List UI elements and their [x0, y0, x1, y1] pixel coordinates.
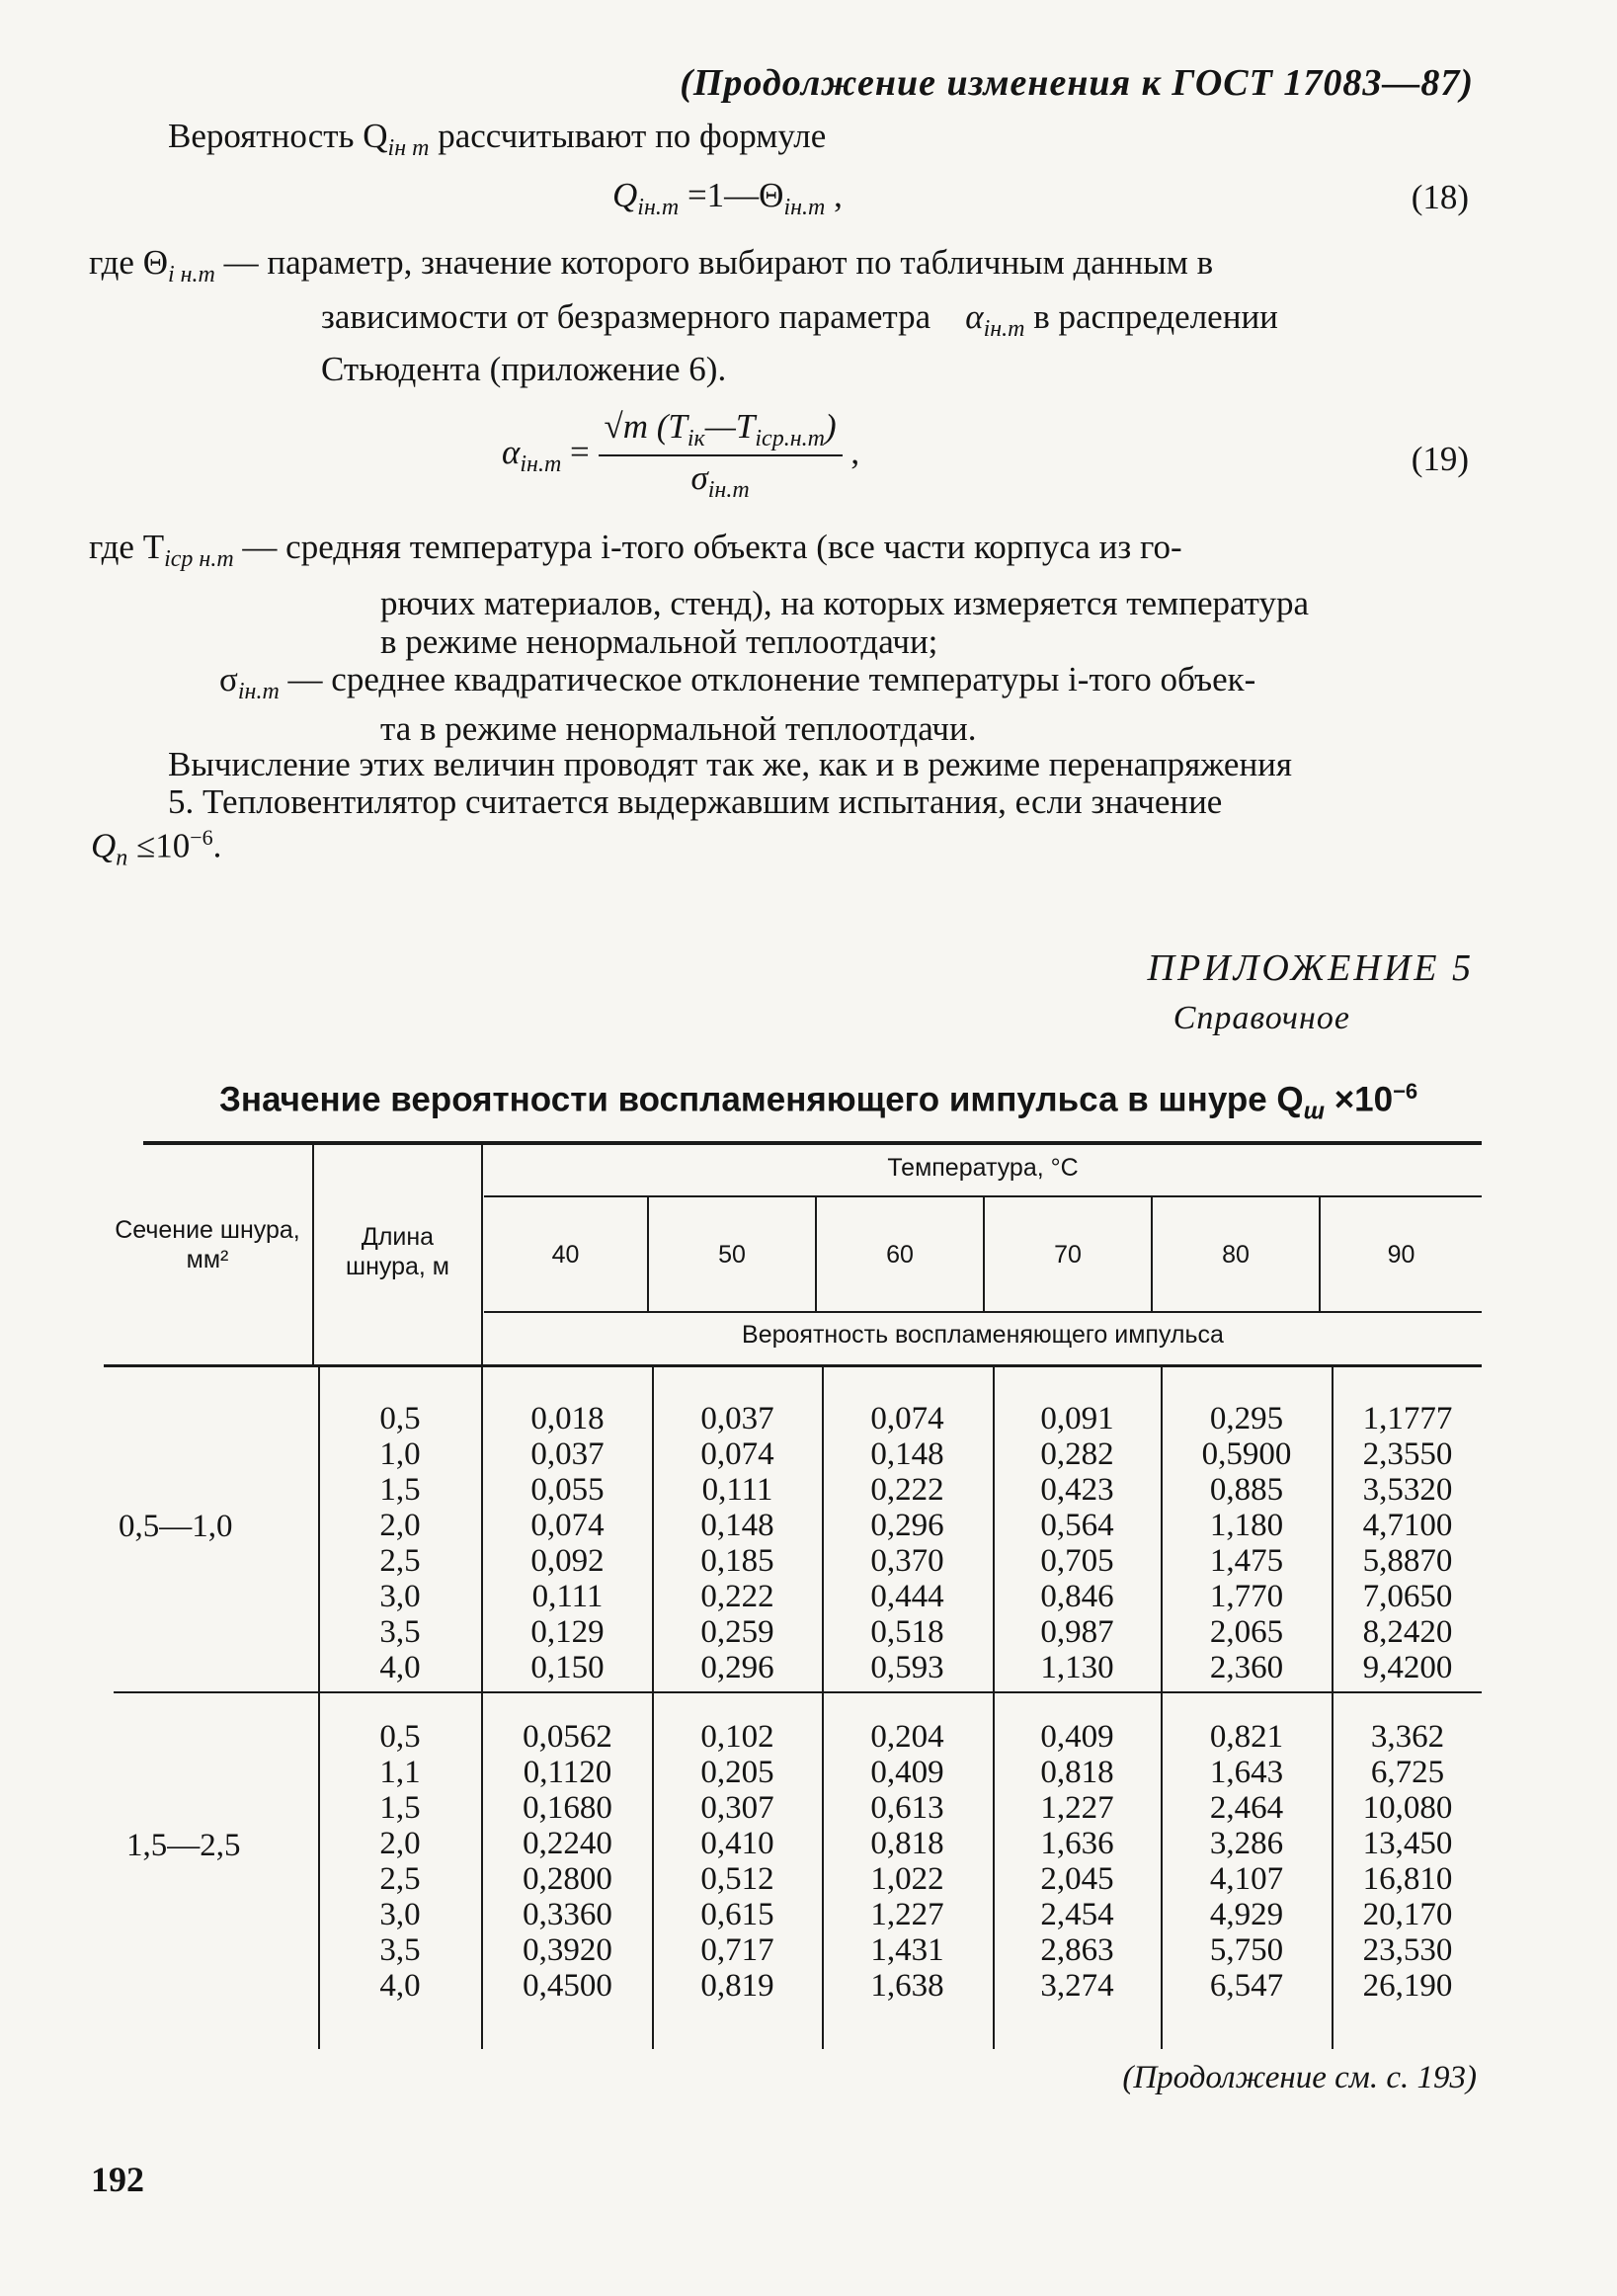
header-temp-40: 40: [551, 1241, 580, 1269]
value-cell: 0,282: [1040, 1436, 1114, 1472]
value-cell: 0,818: [870, 1826, 944, 1861]
value-cell: 0,409: [1040, 1719, 1114, 1755]
intro-sub: iн т: [387, 135, 430, 161]
header-temp-90: 90: [1387, 1241, 1415, 1269]
value-cell: 0,1120: [523, 1755, 612, 1790]
value-cell: 0,018: [530, 1401, 605, 1436]
value-cell: 0,222: [700, 1579, 774, 1614]
table-vrule-b6: [1161, 1367, 1163, 2049]
value-cell: 0,148: [870, 1436, 944, 1472]
eq-number-18: (18): [1411, 178, 1469, 216]
value-cell: 0,037: [700, 1401, 774, 1436]
value-cell: 0,410: [700, 1826, 774, 1861]
value-cell: 23,530: [1362, 1932, 1453, 1968]
value-cell: 0,512: [700, 1861, 774, 1897]
value-cell: 0,037: [530, 1436, 605, 1472]
where-t-line3: в режиме ненормальной теплоотдачи;: [380, 622, 938, 661]
group-1-col-40: [486, 1401, 649, 1685]
value-cell: 1,227: [1040, 1790, 1114, 1826]
formula-19-fraction: $\frac{√m (T_{iк}—T_{iср.н.т})}{\sigma_{iн.т}}$: [599, 407, 843, 504]
value-cell: 2,360: [1209, 1650, 1284, 1685]
value-cell: 0,564: [1040, 1508, 1114, 1543]
value-cell: 0,987: [1040, 1614, 1114, 1650]
value-cell: 9,4200: [1362, 1650, 1453, 1685]
header-temperature: Температура, °C: [887, 1154, 1079, 1182]
table-rule-prob: [484, 1311, 1482, 1313]
where-theta: где $\Theta_{i н.т}$ — параметр, значение которого выбирают по табличным данным в: [89, 243, 1214, 287]
value-cell: 1,180: [1209, 1508, 1284, 1543]
formula-19: $\alpha_{iн.т}$ = $\frac{√m (T_{iк}—T_{iср.н.т})}{\sigma_{iн.т}}$ ,: [502, 407, 860, 503]
value-cell: 7,0650: [1362, 1579, 1453, 1614]
group-section-2: 1,5—2,5: [126, 1828, 241, 1863]
value-cell: 0,204: [870, 1719, 944, 1755]
group-2-col-50: [656, 1719, 819, 2004]
value-cell: 0,717: [700, 1932, 774, 1968]
length-cell: 4,0: [379, 1650, 421, 1685]
value-cell: 13,450: [1362, 1826, 1453, 1861]
paragraph-5: 5. Тепловентилятор считается выдержавшим испытания, если значение: [168, 782, 1223, 821]
group-2-lengths: [326, 1719, 474, 2004]
value-cell: 0,409: [870, 1755, 944, 1790]
value-cell: 1,1777: [1362, 1401, 1453, 1436]
value-cell: 2,464: [1209, 1790, 1284, 1826]
continuation-note: (Продолжение см. с. 193): [1122, 2060, 1477, 2095]
value-cell: 1,770: [1209, 1579, 1284, 1614]
value-cell: 0,518: [870, 1614, 944, 1650]
value-cell: 0,205: [700, 1755, 774, 1790]
length-cell: 0,5: [379, 1719, 421, 1755]
value-cell: 0,296: [870, 1508, 944, 1543]
value-cell: 0,615: [700, 1897, 774, 1932]
value-cell: 0,705: [1040, 1543, 1114, 1579]
value-cell: 1,636: [1040, 1826, 1114, 1861]
table-vrule-b2: [481, 1367, 483, 2049]
value-cell: 10,080: [1362, 1790, 1453, 1826]
header-temp-70: 70: [1054, 1241, 1082, 1269]
value-cell: 3,274: [1040, 1968, 1114, 2004]
value-cell: 0,846: [1040, 1579, 1114, 1614]
table-title: Значение вероятности воспламеняющего импульса в шнуре $Q_ш \times 10^{-6}$: [219, 1079, 1418, 1125]
value-cell: 0,295: [1209, 1401, 1284, 1436]
value-cell: 0,818: [1040, 1755, 1114, 1790]
value-cell: 0,444: [870, 1579, 944, 1614]
value-cell: 0,111: [531, 1579, 604, 1614]
value-cell: 2,3550: [1362, 1436, 1453, 1472]
value-cell: 4,7100: [1362, 1508, 1453, 1543]
value-cell: 4,929: [1209, 1897, 1284, 1932]
length-cell: 0,5: [379, 1401, 421, 1436]
value-cell: 0,423: [1040, 1472, 1114, 1508]
group-1-col-80: [1164, 1401, 1330, 1685]
group-2-col-80: [1164, 1719, 1330, 2004]
value-cell: 1,638: [870, 1968, 944, 2004]
value-cell: 0,821: [1209, 1719, 1284, 1755]
value-cell: 2,454: [1040, 1897, 1114, 1932]
intro-text: Вероятность Q: [168, 117, 388, 155]
value-cell: 5,8870: [1362, 1543, 1453, 1579]
table-vrule-b1: [318, 1367, 320, 2049]
value-cell: 2,065: [1209, 1614, 1284, 1650]
value-cell: 1,643: [1209, 1755, 1284, 1790]
value-cell: 3,286: [1209, 1826, 1284, 1861]
value-cell: 0,0562: [523, 1719, 612, 1755]
value-cell: 0,074: [870, 1401, 944, 1436]
value-cell: 0,370: [870, 1543, 944, 1579]
value-cell: 0,150: [530, 1650, 605, 1685]
header-probability: Вероятность воспламеняющего импульса: [742, 1321, 1224, 1349]
value-cell: 26,190: [1362, 1968, 1453, 2004]
length-cell: 1,5: [379, 1472, 421, 1508]
intro-rest: рассчитывают по формуле: [438, 117, 827, 155]
value-cell: 3,5320: [1362, 1472, 1453, 1508]
page-header: (Продолжение изменения к ГОСТ 17083—87): [680, 62, 1474, 104]
length-cell: 3,0: [379, 1579, 421, 1614]
group-2-col-90: [1334, 1719, 1482, 2004]
group-2-col-40: [486, 1719, 649, 2004]
header-temp-60: 60: [886, 1241, 914, 1269]
group-section-1: 0,5—1,0: [119, 1509, 233, 1544]
length-cell: 3,5: [379, 1932, 421, 1968]
where-t: где $T_{iср н.т}$ — средняя температура i-того объекта (все части корпуса из го-: [89, 528, 1182, 572]
length-cell: 2,5: [379, 1861, 421, 1897]
value-cell: 6,725: [1370, 1755, 1445, 1790]
value-cell: 1,227: [870, 1897, 944, 1932]
group-1-col-60: [826, 1401, 989, 1685]
value-cell: 1,022: [870, 1861, 944, 1897]
value-cell: 0,2800: [523, 1861, 612, 1897]
length-cell: 2,0: [379, 1508, 421, 1543]
value-cell: 0,055: [530, 1472, 605, 1508]
value-cell: 0,5900: [1201, 1436, 1292, 1472]
paragraph-calc: Вычисление этих величин проводят так же, как и в режиме перенапряжения: [168, 745, 1293, 783]
length-cell: 3,0: [379, 1897, 421, 1932]
where-theta-line3: Стьюдента (приложение 6).: [321, 350, 727, 388]
table-vrule-b4: [822, 1367, 824, 2049]
value-cell: 0,819: [700, 1968, 774, 2004]
table-top-rule: [143, 1141, 1482, 1145]
value-cell: 0,091: [1040, 1401, 1114, 1436]
eq-number-19: (19): [1411, 440, 1469, 478]
header-temp-50: 50: [718, 1241, 746, 1269]
table-vrule-b3: [652, 1367, 654, 2049]
group-2-col-60: [826, 1719, 989, 2004]
value-cell: 5,750: [1209, 1932, 1284, 1968]
group-1-col-50: [656, 1401, 819, 1685]
value-cell: 2,863: [1040, 1932, 1114, 1968]
value-cell: 1,130: [1040, 1650, 1114, 1685]
value-cell: 0,885: [1209, 1472, 1284, 1508]
value-cell: 1,475: [1209, 1543, 1284, 1579]
length-cell: 4,0: [379, 1968, 421, 2004]
group-1-lengths: [326, 1401, 474, 1685]
value-cell: 0,3360: [523, 1897, 612, 1932]
length-cell: 1,0: [379, 1436, 421, 1472]
header-length: Длина шнура, м: [346, 1223, 449, 1280]
paragraph-5-end: $Q_п \le 10^{-6}$.: [91, 825, 222, 871]
value-cell: 0,593: [870, 1650, 944, 1685]
value-cell: 0,222: [870, 1472, 944, 1508]
value-cell: 1,431: [870, 1932, 944, 1968]
header-temp-80: 80: [1222, 1241, 1250, 1269]
table-vrule-b5: [993, 1367, 995, 2049]
formula-18: $Q_{iн.т}$ $=1—\Theta_{iн.т}$ ,: [612, 176, 843, 220]
value-cell: 0,296: [700, 1650, 774, 1685]
value-cell: 8,2420: [1362, 1614, 1453, 1650]
length-cell: 2,0: [379, 1826, 421, 1861]
value-cell: 0,613: [870, 1790, 944, 1826]
value-cell: 0,102: [700, 1719, 774, 1755]
value-cell: 6,547: [1209, 1968, 1284, 2004]
value-cell: 20,170: [1362, 1897, 1453, 1932]
table-vrule-1: [312, 1145, 314, 1364]
value-cell: 0,2240: [523, 1826, 612, 1861]
length-cell: 2,5: [379, 1543, 421, 1579]
group-2-col-70: [996, 1719, 1159, 2004]
table-vrule-2: [481, 1145, 483, 1364]
value-cell: 0,111: [701, 1472, 773, 1508]
value-cell: 0,092: [530, 1543, 605, 1579]
where-t-line2: рючих материалов, стенд), на которых измеряется температура: [380, 584, 1309, 622]
where-sigma: $\sigma_{iн.т}$ — среднее квадратическое отклонение температуры i-того объек-: [219, 660, 1256, 704]
table-header-rule: [104, 1364, 1482, 1367]
value-cell: 0,307: [700, 1790, 774, 1826]
value-cell: 0,259: [700, 1614, 774, 1650]
page-number: 192: [91, 2160, 144, 2199]
value-cell: 0,1680: [523, 1790, 612, 1826]
appendix-reference: Справочное: [1172, 1000, 1350, 1036]
value-cell: 2,045: [1040, 1861, 1114, 1897]
value-cell: 0,4500: [523, 1968, 612, 2004]
group-1-col-90: [1334, 1401, 1482, 1685]
appendix-title: ПРИЛОЖЕНИЕ 5: [1147, 947, 1474, 989]
value-cell: 16,810: [1362, 1861, 1453, 1897]
value-cell: 4,107: [1209, 1861, 1284, 1897]
value-cell: 0,3920: [523, 1932, 612, 1968]
value-cell: 3,362: [1370, 1719, 1445, 1755]
length-cell: 3,5: [379, 1614, 421, 1650]
value-cell: 0,129: [530, 1614, 605, 1650]
where-sigma-line2: та в режиме ненормальной теплоотдачи.: [380, 709, 977, 748]
value-cell: 0,148: [700, 1508, 774, 1543]
value-cell: 0,185: [700, 1543, 774, 1579]
value-cell: 0,074: [530, 1508, 605, 1543]
header-section: Сечение шнура, мм²: [115, 1216, 300, 1273]
length-cell: 1,5: [379, 1790, 421, 1826]
group-1-col-70: [996, 1401, 1159, 1685]
length-cell: 1,1: [379, 1755, 421, 1790]
where-theta-line2: зависимости от безразмерного параметра $\alpha_{iн.т}$ в распределении: [321, 297, 1278, 342]
value-cell: 0,074: [700, 1436, 774, 1472]
